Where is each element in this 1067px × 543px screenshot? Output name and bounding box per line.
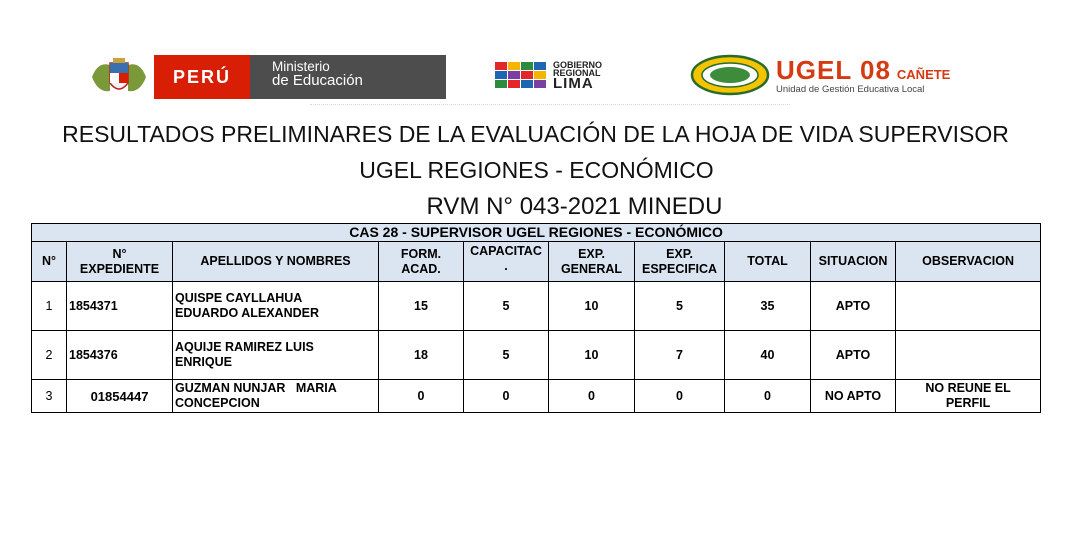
cell-observacion bbox=[896, 380, 1041, 413]
col-header-capacitac-line-2: . bbox=[504, 259, 508, 273]
col-header-exp-especifica bbox=[635, 242, 725, 282]
cell-nombre-line-2: ENRIQUE bbox=[175, 355, 232, 369]
cell-observacion bbox=[896, 331, 1041, 380]
gore-line-1: GOBIERNO bbox=[553, 59, 603, 70]
col-header-no: N° bbox=[32, 242, 67, 282]
cell-exp-especifica: 7 bbox=[635, 331, 725, 380]
cell-exp-general: 0 bbox=[549, 380, 635, 413]
ugel-title bbox=[776, 55, 950, 86]
cell-observacion bbox=[896, 282, 1041, 331]
cell-nombre-line-2: CONCEPCION bbox=[175, 396, 260, 410]
col-header-exp-general bbox=[549, 242, 635, 282]
col-header-expediente bbox=[67, 242, 173, 282]
logo-strip bbox=[0, 50, 1067, 102]
table-banner: CAS 28 - SUPERVISOR UGEL REGIONES - ECONÓMICO bbox=[32, 224, 1041, 242]
gore-line-3: LIMA bbox=[553, 74, 594, 92]
cell-expediente: 01854447 bbox=[67, 380, 173, 413]
minedu-line-1: Ministerio bbox=[272, 59, 330, 74]
cell-nombre-line-1: QUISPE CAYLLAHUA bbox=[175, 291, 303, 305]
col-header-capacitac-line-1: CAPACITAC bbox=[470, 244, 542, 258]
page-title-line-2: UGEL REGIONES - ECONÓMICO bbox=[359, 157, 714, 183]
cell-capacitac: 0 bbox=[464, 380, 549, 413]
cell-exp-general: 10 bbox=[549, 331, 635, 380]
cell-nombre-line-1: GUZMAN NUNJAR MARIA bbox=[175, 381, 337, 395]
cell-form-acad: 18 bbox=[379, 331, 464, 380]
gore-emblem-icon bbox=[495, 60, 547, 90]
table-row bbox=[32, 380, 1041, 413]
col-header-situacion: SITUACION bbox=[811, 242, 896, 282]
cell-capacitac: 5 bbox=[464, 331, 549, 380]
cell-no: 3 bbox=[32, 380, 67, 413]
page-title-line-1: RESULTADOS PRELIMINARES DE LA EVALUACIÓN DE LA HOJA DE VIDA SUPERVISOR bbox=[62, 121, 1009, 147]
cell-capacitac: 5 bbox=[464, 282, 549, 331]
table-row bbox=[32, 282, 1041, 331]
table-header-row bbox=[32, 242, 1041, 282]
gobierno-regional-lima-logo bbox=[495, 58, 640, 92]
col-header-form-acad-line-1: FORM. bbox=[400, 246, 442, 261]
peru-minedu-logo bbox=[84, 55, 446, 99]
cell-observacion-line-2: PERFIL bbox=[945, 396, 991, 410]
ugel-main-label: UGEL 08 bbox=[776, 55, 891, 85]
cell-exp-especifica: 0 bbox=[635, 380, 725, 413]
cell-situacion: APTO bbox=[811, 282, 896, 331]
cell-situacion: NO APTO bbox=[811, 380, 896, 413]
cell-nombre bbox=[173, 282, 379, 331]
ugel-08-logo bbox=[690, 53, 1020, 97]
cell-nombre-line-1: AQUIJE RAMIREZ LUIS bbox=[175, 340, 314, 354]
cell-form-acad: 15 bbox=[379, 282, 464, 331]
col-header-exp-general-line-2: GENERAL bbox=[560, 261, 623, 276]
cell-expediente: 1854371 bbox=[67, 282, 173, 331]
ugel-sub-label: CAÑETE bbox=[896, 67, 951, 82]
ugel-caption: Unidad de Gestión Educativa Local bbox=[776, 84, 925, 95]
col-header-exp-general-line-1: EXP. bbox=[578, 246, 605, 261]
col-header-expediente-line-1: N° bbox=[112, 246, 127, 261]
cell-total: 35 bbox=[725, 282, 811, 331]
results-table bbox=[31, 223, 1041, 413]
col-header-expediente-line-2: EXPEDIENTE bbox=[79, 261, 160, 276]
cell-no: 2 bbox=[32, 331, 67, 380]
col-header-form-acad bbox=[379, 242, 464, 282]
cell-exp-especifica: 5 bbox=[635, 282, 725, 331]
col-header-total: TOTAL bbox=[725, 242, 811, 282]
cell-nombre-line-2: EDUARDO ALEXANDER bbox=[175, 306, 319, 320]
cell-total: 0 bbox=[725, 380, 811, 413]
col-header-exp-especifica-line-2: ESPECIFICA bbox=[641, 261, 717, 276]
cell-expediente: 1854376 bbox=[67, 331, 173, 380]
cell-nombre bbox=[173, 331, 379, 380]
cell-exp-general: 10 bbox=[549, 282, 635, 331]
cell-total: 40 bbox=[725, 331, 811, 380]
cell-situacion: APTO bbox=[811, 331, 896, 380]
table-row bbox=[32, 331, 1041, 380]
gore-text bbox=[553, 61, 602, 90]
page-title-line-3: RVM N° 043-2021 MINEDU bbox=[426, 193, 723, 220]
col-header-nombres: APELLIDOS Y NOMBRES bbox=[173, 242, 379, 282]
cell-no: 1 bbox=[32, 282, 67, 331]
cell-observacion-line-1: NO REUNE EL bbox=[925, 381, 1011, 395]
divider bbox=[310, 104, 790, 105]
peru-label: PERÚ bbox=[154, 55, 250, 99]
col-header-form-acad-line-2: ACAD. bbox=[401, 261, 441, 276]
col-header-observacion: OBSERVACION bbox=[896, 242, 1041, 282]
cell-nombre bbox=[173, 380, 379, 413]
minedu-label bbox=[250, 55, 446, 99]
minedu-line-2: de Educación bbox=[272, 72, 363, 89]
gore-line-2: REGIONAL bbox=[553, 67, 601, 78]
ugel-emblem-icon bbox=[690, 54, 770, 96]
col-header-capacitac bbox=[464, 242, 549, 282]
col-header-exp-especifica-line-1: EXP. bbox=[666, 246, 693, 261]
coat-of-arms-icon bbox=[84, 55, 154, 99]
cell-form-acad: 0 bbox=[379, 380, 464, 413]
